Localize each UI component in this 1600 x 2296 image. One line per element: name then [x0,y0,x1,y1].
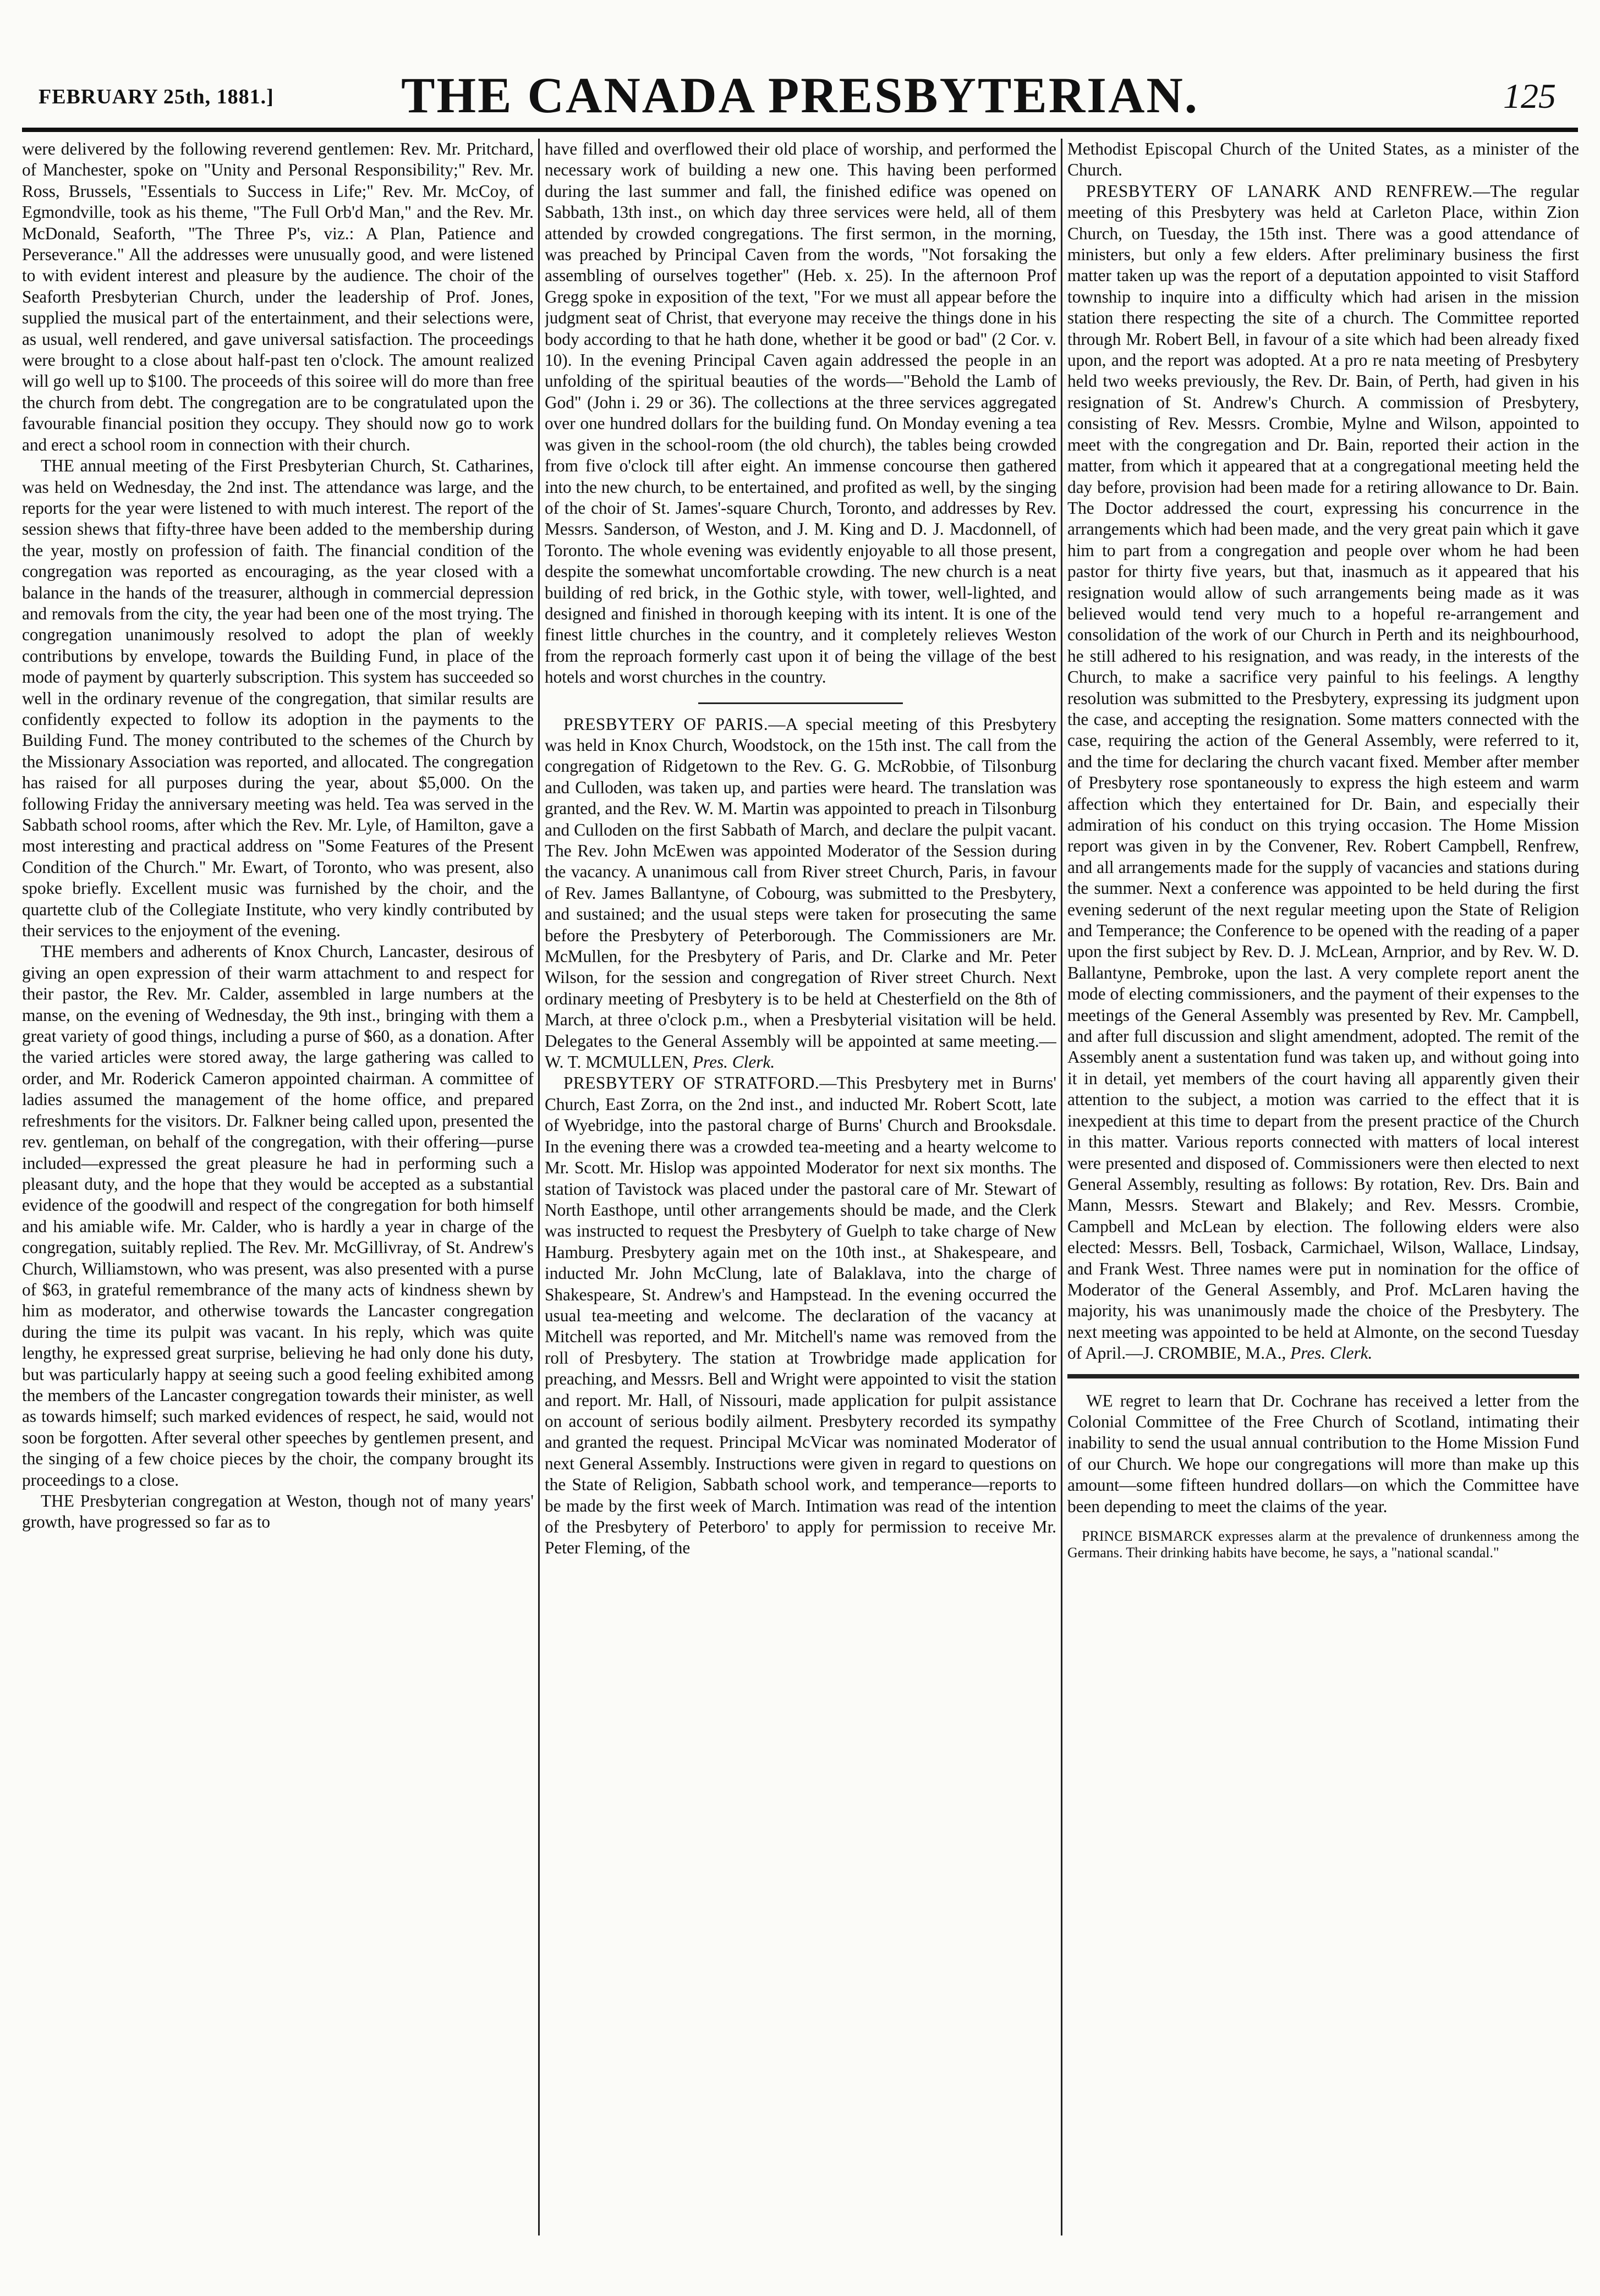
article-cochrane: WE regret to learn that Dr. Cochrane has received a letter from the Colonial Committee of the Free Church of Scotland, intimating their inability to send the usual annual contribution to the Home Mission Fund of our Church. We hope our congregations will more than make up this amount—some fifteen hundred dollars—on which the Committee have been depending to meet the claims of the year. [1067,1391,1579,1516]
section-heading: PRESBYTERY OF LANARK AND RENFREW. [1086,181,1473,201]
section-separator [698,702,903,704]
newspaper-title: THE CANADA PRESBYTERIAN. [401,67,1199,123]
issue-date: FEBRUARY 25th, 1881.] [39,85,274,108]
section-separator [1067,1374,1579,1378]
column-2 [545,139,1056,2235]
page-number: 125 [1503,76,1556,116]
section-heading: PRESBYTERY OF PARIS. [563,714,769,734]
article-stratford-continued: Methodist Episcopal Church of the United States, as a minister of the Church. [1067,139,1579,180]
column-3 [1067,139,1579,2235]
article-weston: THE Presbyterian congregation at Weston, though not of many years' growth, have progressed so far as to [22,1491,534,1532]
column-divider [1061,139,1062,2235]
signature: Pres. Clerk. [692,1052,775,1072]
note-block [1067,1528,1579,1561]
article-lancaster: THE members and adherents of Knox Church, Lancaster, desirous of giving an open expression of their warm attachment to and respect for their pastor, the Rev. Mr. Calder, assembled in large numbers at the manse, on the evening of Wednesday, the 9th inst., bringing with them a great variety of good things, including a purse of $60, as a donation. After the varied articles were stored away, the large gathering was called to order, and Mr. Roderick Cameron appointed chairman. A committee of ladies assumed the management of the home office, and prepared refreshments for the visitors. Dr. Falkner being called upon, presented the rev. gentleman, on behalf of the congregation, with their offering—purse included—expressed the great pleasure he had in performing such a pleasant duty, and the hope that they would be accepted as a substantial evidence of the goodwill and respect of the congregation for both himself and his amiable wife. Mr. Calder, who is hardly a year in charge of the congregation, suitably replied. The Rev. Mr. McGillivray, of St. Andrew's Church, Williamstown, who was present, was also presented with a purse of $63, in grateful remembrance of the many acts of kindness shewn by him as moderator, and otherwise towards the Lancaster congregation during the time its pulpit was vacant. In his reply, which was quite lengthy, he expressed great surprise, believing he had only done his duty, but was particularly happy at seeing such a good feeling exhibited among the members of the Lancaster congregation towards their minister, as well as towards himself; such marked evidences of respect, he said, would not soon be forgotten. After several other speeches by gentlemen present, and the singing of a few choice pieces by the choir, the company brought its proceedings to a close. [22,942,534,1490]
article-bismarck: PRINCE BISMARCK expresses alarm at the prevalence of drunkenness among the Germans. Their drinking habits have become, he says, a "national scandal." [1067,1528,1579,1561]
article-body: —This Presbytery met in Burns' Church, East Zorra, on the 2nd inst., and inducted Mr. Robert Scott, late of Wyebridge, into the pastoral charge of Burns' Church and Brooksdale. In the evening there was a crowded tea-meeting and a hearty welcome to Mr. Scott. Mr. Hislop was appointed Moderator for next six months. The station of Tavistock was placed under the pastoral care of Mr. Stewart of North Easthope, until other arrangements should be made, and the Clerk was instructed to request the Presbytery of Guelph to take charge of New Hamburg. Presbytery again met on the 10th inst., at Shakespeare, and inducted Mr. John McClung, late of Balaklava, into the charge of Shakespeare, St. Andrew's and Hampstead. In the evening occurred the usual tea-meeting and welcome. The declaration of the vacancy at Mitchell was reported, and Mr. Mitchell's name was removed from the roll of Presbytery. The station at Trowbridge made application for preaching, and Messrs. Bell and Wright were appointed to visit the station and report. Mr. Hall, of Nissouri, made application for pulpit assistance on account of serious bodily ailment. Presbytery recorded its sympathy and granted the request. Principal McVicar was nominated Moderator of next General Assembly. Instructions were given in regard to questions on the State of Religion, Sabbath school work, and temperance—reports to be made by the first week of March. Intimation was read of the intention of the Presbytery of Peterboro' to apply for permission to receive Mr. Peter Fleming, of the [545,1073,1056,1558]
article-presbytery-lanark [1067,181,1579,1364]
article-body: —A special meeting of this Presbytery was held in Knox Church, Woodstock, on the 15th inst. The call from the congregation of Ridgetown to the Rev. G. G. McRobbie, of Tilsonburg and Culloden, was taken up, and parties were heard. The translation was granted, and the Rev. W. M. Martin was appointed to preach in Tilsonburg and Culloden on the first Sabbath of March, and declare the pulpit vacant. The Rev. John McEwen was appointed Moderator of the Session during the vacancy. A unanimous call from River street Church, Paris, in favour of Rev. James Ballantyne, of Cobourg, was submitted to the Presbytery, and sustained; and the usual steps were taken for prosecuting the same before the Presbytery of Peterborough. The Commissioners are Mr. McMullen, for the Presbytery of Paris, and Dr. Clarke and Mr. Peter Wilson, for the session and congregation of River street Church. Next ordinary meeting of Presbytery is to be held at Chesterfield on the 8th of March, at three o'clock p.m., when a Presbyterial visitation will be held. Delegates to the General Assembly will be appointed at same meeting.—W. T. MCMULLEN, [545,714,1056,1072]
section-heading: PRESBYTERY OF STRATFORD. [563,1073,820,1093]
article-weston-continued: have filled and overflowed their old place of worship, and performed the necessary work of building a new one. This having been performed during the last summer and fall, the finished edifice was opened on Sabbath, 13th inst., on which day three services were held, all of them attended by crowded congregations. The first sermon, in the morning, was preached by Principal Caven from the words, "Not forsaking the assembling of ourselves together" (Heb. x. 25). In the afternoon Prof Gregg spoke in exposition of the text, "For we must all appear before the judgment seat of Christ, that everyone may receive the things done in his body according to that he hath done, whether it be good or bad" (2 Cor. v. 10). In the evening Principal Caven again addressed the people in an unfolding of the spiritual beauties of the words—"Behold the Lamb of God" (John i. 29 or 36). The collections at the three services aggregated over one hundred dollars for the building fund. On Monday evening a tea was given in the school-room (the old church), the tables being crowded from five o'clock till after eight. An immense concourse then gathered into the new church, to be entertained, and profited as well, by the singing of the choir of St. James'-square Church, Toronto, and addresses by Rev. Messrs. Sanderson, of Weston, and J. M. King and D. J. Macdonnell, of Toronto. The whole evening was evidently enjoyable to all those present, despite the somewhat uncomfortable crowding. The new church is a neat building of red brick, in the Gothic style, with tower, well-lighted, and designed and finished in thorough keeping with its intent. It is one of the finest little churches in the country, and it completely relieves Weston from the reproach formerly cast upon it of being the village of the best hotels and worst churches in the country. [545,139,1056,687]
article-presbytery-paris [545,714,1056,1073]
article-st-catharines: THE annual meeting of the First Presbyterian Church, St. Catharines, was held on Wednesday, the 2nd inst. The attendance was large, and the reports for the year were listened to with much interest. The report of the session shews that fifty-three have been added to the membership during the year, mostly on profession of faith. The financial condition of the congregation was reported as encouraging, as the year closed with a balance in the hands of the treasurer, although in commercial depression and removals from the city, the year had been one of the most trying. The congregation unanimously resolved to adopt the plan of weekly contributions by envelope, towards the Building Fund, in place of the mode of payment by quarterly subscription. This system has succeeded so well in the ordinary revenue of the congregation, that similar results are confidently expected to follow its adoption in the payments to the Building Fund. The money contributed to the schemes of the Church by the Missionary Association was reported, and allocated. The congregation has raised for all purposes during the year, about $5,000. On the following Friday the anniversary meeting was held. Tea was served in the Sabbath school rooms, after which the Rev. Mr. Lyle, of Hamilton, gave a most interesting and practical address on "Some Features of the Present Condition of the Church." Mr. Ewart, of Toronto, who was present, also spoke briefly. Excellent music was furnished by the choir, and the quartette club of the Collegiate Institute, who very kindly contributed by their services to the enjoyment of the evening. [22,456,534,941]
signature: Pres. Clerk. [1290,1343,1373,1363]
article-paragraph: were delivered by the following reverend gentlemen: Rev. Mr. Pritchard, of Manchester, spoke on "Unity and Personal Responsibility;" Rev. Mr. Ross, Brussels, "Essentials to Success in Life;" Rev. Mr. McCoy, of Egmondville, took as his theme, "The Full Orb'd Man," and the Rev. Mr. McDonald, Seaforth, "The Three P's, viz.: A Plan, Patience and Perseverance." All the addresses were unusually good, and were listened to with evident interest and pleasure by the audience. The choir of the Seaforth Presbyterian Church, under the leadership of Prof. Jones, supplied the musical part of the entertainment, and their selections were, as usual, well rendered, and gave universal satisfaction. The proceedings were brought to a close about half-past ten o'clock. The amount realized will go well up to $100. The proceeds of this soiree will do more than free the church from debt. The congregation are to be congratulated upon the favourable financial position they occupy. They should now go to work and erect a school room in connection with their church. [22,139,534,454]
masthead [22,61,1578,127]
article-presbytery-stratford [545,1073,1056,1558]
column-divider [538,139,540,2235]
article-body: —The regular meeting of this Presbytery was held at Carleton Place, within Zion Church, on Tuesday, the 15th inst. There was a good attendance of ministers, but only a few elders. After preliminary business the first matter taken up was the report of a deputation appointed to visit Stafford township to inquire into a difficulty which had arisen in the mission station there respecting the site of a church. The Committee reported through Mr. Robert Bell, in favour of a site which had been already fixed upon, and the report was adopted. At a pro re nata meeting of Presbytery held two weeks previously, the Rev. Dr. Bain, of Perth, had given in his resignation of St. Andrew's Church. A commission of Presbytery, consisting of Rev. Messrs. Crombie, Mylne and Wilson, appointed to meet with the congregation and Dr. Bain, reported their action in the matter, from which it appeared that at a congregational meeting held the day before, provision had been made for a retiring allowance to Dr. Bain. The Doctor addressed the court, expressing his concurrence in the arrangements which had been made, and the very great pain which it gave him to part from a congregation and people over whom he had been pastor for thirty five years, but that, inasmuch as it appeared that his resignation would allow of such arrangements being made as it was believed would tend very much to a hopeful re-arrangement and consolidation of the work of our Church in Perth and its neighbourhood, he still adhered to his resignation, and was ready, in the interests of the Church, to make a sacrifice very painful to his feelings. A lengthy resolution was submitted to the Presbytery, expressing its judgment upon the case, and accepting the resignation. Some matters connected with the case, requiring the action of the General Assembly, were referred to it, and the time for declaring the church vacant fixed. Member after member of Presbytery rose spontaneously to express the high esteem and warm affection which they entertained for Dr. Bain, and especially their admiration of his conduct on this trying occasion. The Home Mission report was given in by the Convener, Rev. Robert Campbell, Renfrew, and all arrangements made for the supply of vacancies and stations during the summer. Next a conference was appointed to be held during the first evening sederunt of the next regular meeting upon the State of Religion and Temperance; the Conference to be opened with the reading of a paper upon the first subject by Rev. D. J. McLean, Arnprior, and by Rev. W. D. Ballantyne, Pembroke, upon the last. A very complete report anent the mode of electing commissioners, and the payment of their expenses to the meetings of the General Assembly was presented by Rev. Mr. Campbell, and after full discussion and slight amendment, adopted. The remit of the Assembly anent a sustentation fund was taken up, and without going into it in detail, yet members of the court having all apparently given their attention to the subject, a motion was carried to the effect that it is inexpedient at this time to depart from the present practice of the Church in this matter. Various reports connected with matters of local interest were presented and disposed of. Commissioners were then elected to next General Assembly, resulting as follows: By rotation, Rev. Drs. Bain and Mann, Messrs. Stewart and Blakely; and Rev. Messrs. Crombie, Campbell and McLean by election. The following elders were also elected: Messrs. Bell, Tosback, Carmichael, Wilson, Wallace, Lindsay, and Frank West. Three names were put in nomination for the office of Moderator of the General Assembly, and Prof. McLaren having the majority, his was unanimously made the choice of the Presbytery. The next meeting was appointed to be held at Almonte, on the second Tuesday of April.—J. CROMBIE, M.A., [1067,181,1579,1363]
masthead-rule [22,128,1578,132]
column-1 [22,139,534,2235]
